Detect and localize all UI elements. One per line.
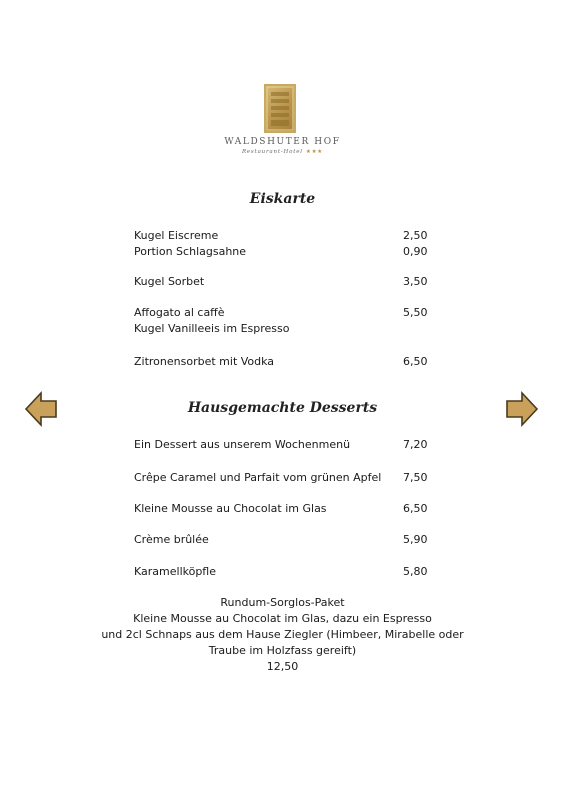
menu-item-name: Kugel Eiscreme xyxy=(134,229,219,242)
brand-subtitle-text: Restaurant-Hotel xyxy=(241,149,303,155)
menu-item-name: Portion Schlagsahne xyxy=(134,245,247,258)
menu-item xyxy=(134,305,434,337)
menu-item-price: 6,50 xyxy=(403,355,428,368)
brand-name: WALDSHUTER HOF xyxy=(224,137,341,147)
menu-item xyxy=(134,532,434,548)
section-title-desserts: Hausgemachte Desserts xyxy=(187,400,378,416)
menu-item xyxy=(134,228,434,244)
brand-subtitle xyxy=(0,149,565,155)
menu-item xyxy=(134,470,434,486)
menu-item xyxy=(134,501,434,517)
menu-item xyxy=(134,564,434,580)
logo-emblem xyxy=(264,84,296,133)
menu-item-price: 6,50 xyxy=(403,502,428,515)
menu-item-name: Crème brûlée xyxy=(134,533,209,546)
menu-item-name: Zitronensorbet mit Vodka xyxy=(134,355,275,368)
menu-item xyxy=(134,354,434,370)
brand-stars: ★★★ xyxy=(305,149,324,155)
menu-item-description: Kugel Vanilleeis im Espresso xyxy=(134,322,290,335)
paket-line: Kleine Mousse au Chocolat im Glas, dazu ein Espresso xyxy=(133,612,432,625)
menu-item-price: 7,20 xyxy=(403,438,428,451)
menu-item-price: 7,50 xyxy=(403,471,428,484)
paket-title: Rundum-Sorglos-Paket xyxy=(220,596,345,609)
menu-item-name: Ein Dessert aus unserem Wochenmenü xyxy=(134,438,351,451)
section-title-eiskarte: Eiskarte xyxy=(249,191,316,207)
menu-item-name: Kugel Sorbet xyxy=(134,275,205,288)
paket-price: 12,50 xyxy=(266,660,299,673)
menu-item xyxy=(134,244,434,260)
menu-item-price: 0,90 xyxy=(403,245,428,258)
paket-line: Traube im Holzfass gereift) xyxy=(208,644,357,657)
paket-line: und 2cl Schnaps aus dem Hause Ziegler (Himbeer, Mirabelle oder xyxy=(101,628,464,641)
menu-item-price: 5,50 xyxy=(403,306,428,319)
menu-item-name: Karamellköpfle xyxy=(134,565,217,578)
menu-item-name: Kleine Mousse au Chocolat im Glas xyxy=(134,502,327,515)
menu-item xyxy=(134,437,434,453)
menu-item-price: 5,90 xyxy=(403,533,428,546)
menu-item-price: 3,50 xyxy=(403,275,428,288)
menu-item-name: Crêpe Caramel und Parfait vom grünen Apfel xyxy=(134,471,382,484)
paket-block xyxy=(0,595,565,675)
menu-item xyxy=(134,274,434,290)
menu-item-price: 2,50 xyxy=(403,229,428,242)
menu-item-name: Affogato al caffè xyxy=(134,306,225,319)
menu-item-price: 5,80 xyxy=(403,565,428,578)
